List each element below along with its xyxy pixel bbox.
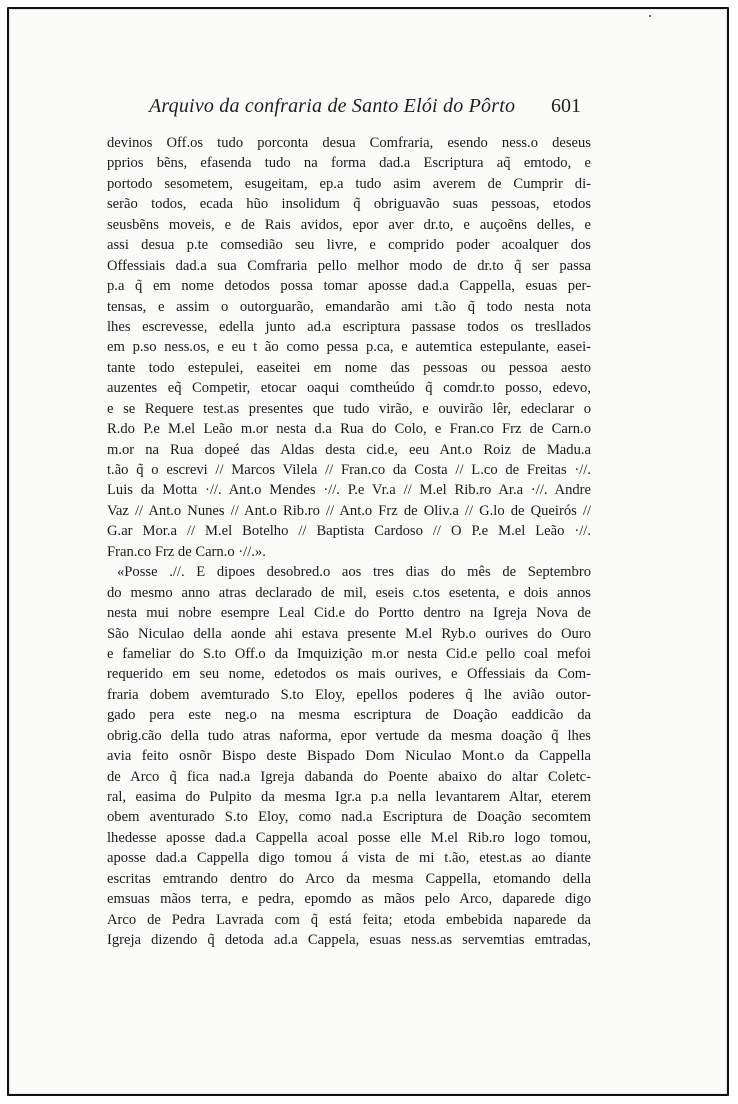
text-line: aposse dad.a Cappella digo tomou á vista de mi t.ão, etest.as ao diante — [107, 850, 591, 867]
text-line: lhes escrevesse, edella junto ad.a escriptura passase todos os tresllados — [107, 318, 591, 335]
text-line: tante todo estepulei, easeitei em nome das pessoas ou pessoa aesto — [107, 359, 591, 376]
text-line: gado pera este neg.o na mesma escriptura de Doação eaddicão da — [107, 707, 591, 724]
text-line: Offessiais dad.a sua Comfraria pello melhor modo de dr.to q̃ ser passa — [107, 257, 591, 274]
text-line: obrig.cão della tudo atras naforma, epor vertude da mesma doação q̃ lhes — [107, 727, 591, 744]
text-line: auzentes eq̃ Competir, etocar oaqui comtheúdo q̃ comdr.to posso, edevo, — [107, 380, 591, 397]
text-line: em p.so ness.os, e eu t ão como pessa p.ca, e autemtica estepulante, easei- — [107, 339, 591, 356]
text-line: Luis da Motta ·//. Ant.o Mendes ·//. P.e Vr.a // M.el Rib.ro Ar.a ·//. Andre — [107, 482, 591, 499]
text-line: do mesmo anno atras declarado de mil, eseis c.tos esetenta, e dois annos — [107, 584, 591, 601]
text-line: de Arco q̃ fica nad.a Igreja dabanda do Poente abaixo do altar Coletc- — [107, 768, 591, 785]
paragraph-deed — [107, 133, 591, 562]
text-line: G.ar Mor.a // M.el Botelho // Baptista Cardoso // O P.e M.el Leão ·//. — [107, 523, 591, 540]
paragraph-posse — [107, 562, 591, 950]
text-line: seusbẽns moveis, e de Rais avidos, epor aver dr.to, e auçoẽns delles, e — [107, 216, 591, 233]
text-line: lhedesse aposse dad.a Cappella acoal posse elle M.el Rib.ro logo tomou, — [107, 829, 591, 846]
page-header — [9, 95, 727, 123]
text-line: p.a q̃ em nome detodos possa tomar aposse dad.a Cappella, esuas per- — [107, 278, 591, 295]
text-line: requerido em seu nome, edetodos os mais ourives, e Offessiais da Com- — [107, 666, 591, 683]
text-line: R.do P.e M.el Leão m.or nesta d.a Rua do Colo, e Fran.co Frz de Carn.o — [107, 421, 591, 438]
text-line: nesta mui nobre esempre Leal Cid.e do Portto dentro na Igreja Nova de — [107, 605, 591, 622]
text-line: «Posse .//. E dipoes desobred.o aos tres dias do mês de Septembro — [117, 564, 591, 581]
text-line: t.ão q̃ o escrevi // Marcos Vilela // Fran.co da Costa // L.co de Freitas ·//. — [107, 462, 591, 478]
text-line: escritas emtrando dentro do Arco da mesma Cappella, etomando della — [107, 870, 591, 887]
text-line: e fameliar do S.to Off.o da Imquizição m.or nesta Cid.e pello coal mefoi — [107, 645, 591, 662]
scan-speck — [649, 15, 651, 17]
text-line: pprios bẽns, efasenda tudo na forma dad.a Escriptura aq̃ emtodo, e — [107, 155, 591, 172]
text-line: avia feito osnõr Bispo deste Bispado Dom Niculao Mont.o da Cappella — [107, 748, 591, 765]
text-line: portodo sesometem, esugeitam, ep.a tudo asim averem de Cumprir di- — [107, 175, 591, 192]
text-line: e se Requere test.as presentes que tudo virão, e ouvirão lêr, edeclarar o — [107, 400, 591, 417]
body-text — [107, 133, 591, 951]
text-line: m.or na Rua dopeé das Aldas desta cid.e, eeu Ant.o Roiz de Madu.a — [107, 441, 591, 458]
page-number: 601 — [551, 95, 581, 117]
text-line: Vaz // Ant.o Nunes // Ant.o Rib.ro // Ant.o Frz de Oliv.a // G.lo de Queirós // — [107, 502, 591, 519]
page-frame — [7, 7, 729, 1096]
text-line: obem aventurado S.to Eloy, como nad.a Escriptura de Doação secomtem — [107, 809, 591, 826]
text-line: tensas, e assim o outorguarão, emandarão ami t.ão q̃ todo nesta nota — [107, 298, 591, 315]
text-line: Igreja dizendo q̃ detoda ad.a Cappela, esuas ness.as servemtias emtradas, — [107, 932, 591, 949]
text-line: Arco de Pedra Lavrada com q̃ está feita; etoda embebida naparede da — [107, 911, 591, 928]
text-line: São Niculao della aonde ahi estava presente M.el Ryb.o ourives do Ouro — [107, 625, 591, 642]
text-line: devinos Off.os tudo porconta desua Comfraria, esendo ness.o deseus — [107, 135, 591, 151]
text-line: assi desua p.te comsedião seu livre, e comprido poder acoalquer dos — [107, 237, 591, 254]
text-line: emsuas mãos terra, e pedra, epomdo as mãos pelo Arco, daparede digo — [107, 891, 591, 908]
text-line: ral, easima do Pulpito da mesma Igr.a p.a nella levantarem Altar, eterem — [107, 789, 591, 805]
text-line: serão todos, ecada hũo insolidum q̃ obriguavão suas pessoas, etodos — [107, 196, 591, 213]
text-line: Fran.co Frz de Carn.o ·//.». — [107, 543, 266, 560]
text-line: fraria dobem avemturado S.to Eloy, epellos poderes q̃ lhe avião outor- — [107, 686, 591, 703]
running-title: Arquivo da confraria de Santo Elói do Pôrto — [149, 95, 516, 117]
